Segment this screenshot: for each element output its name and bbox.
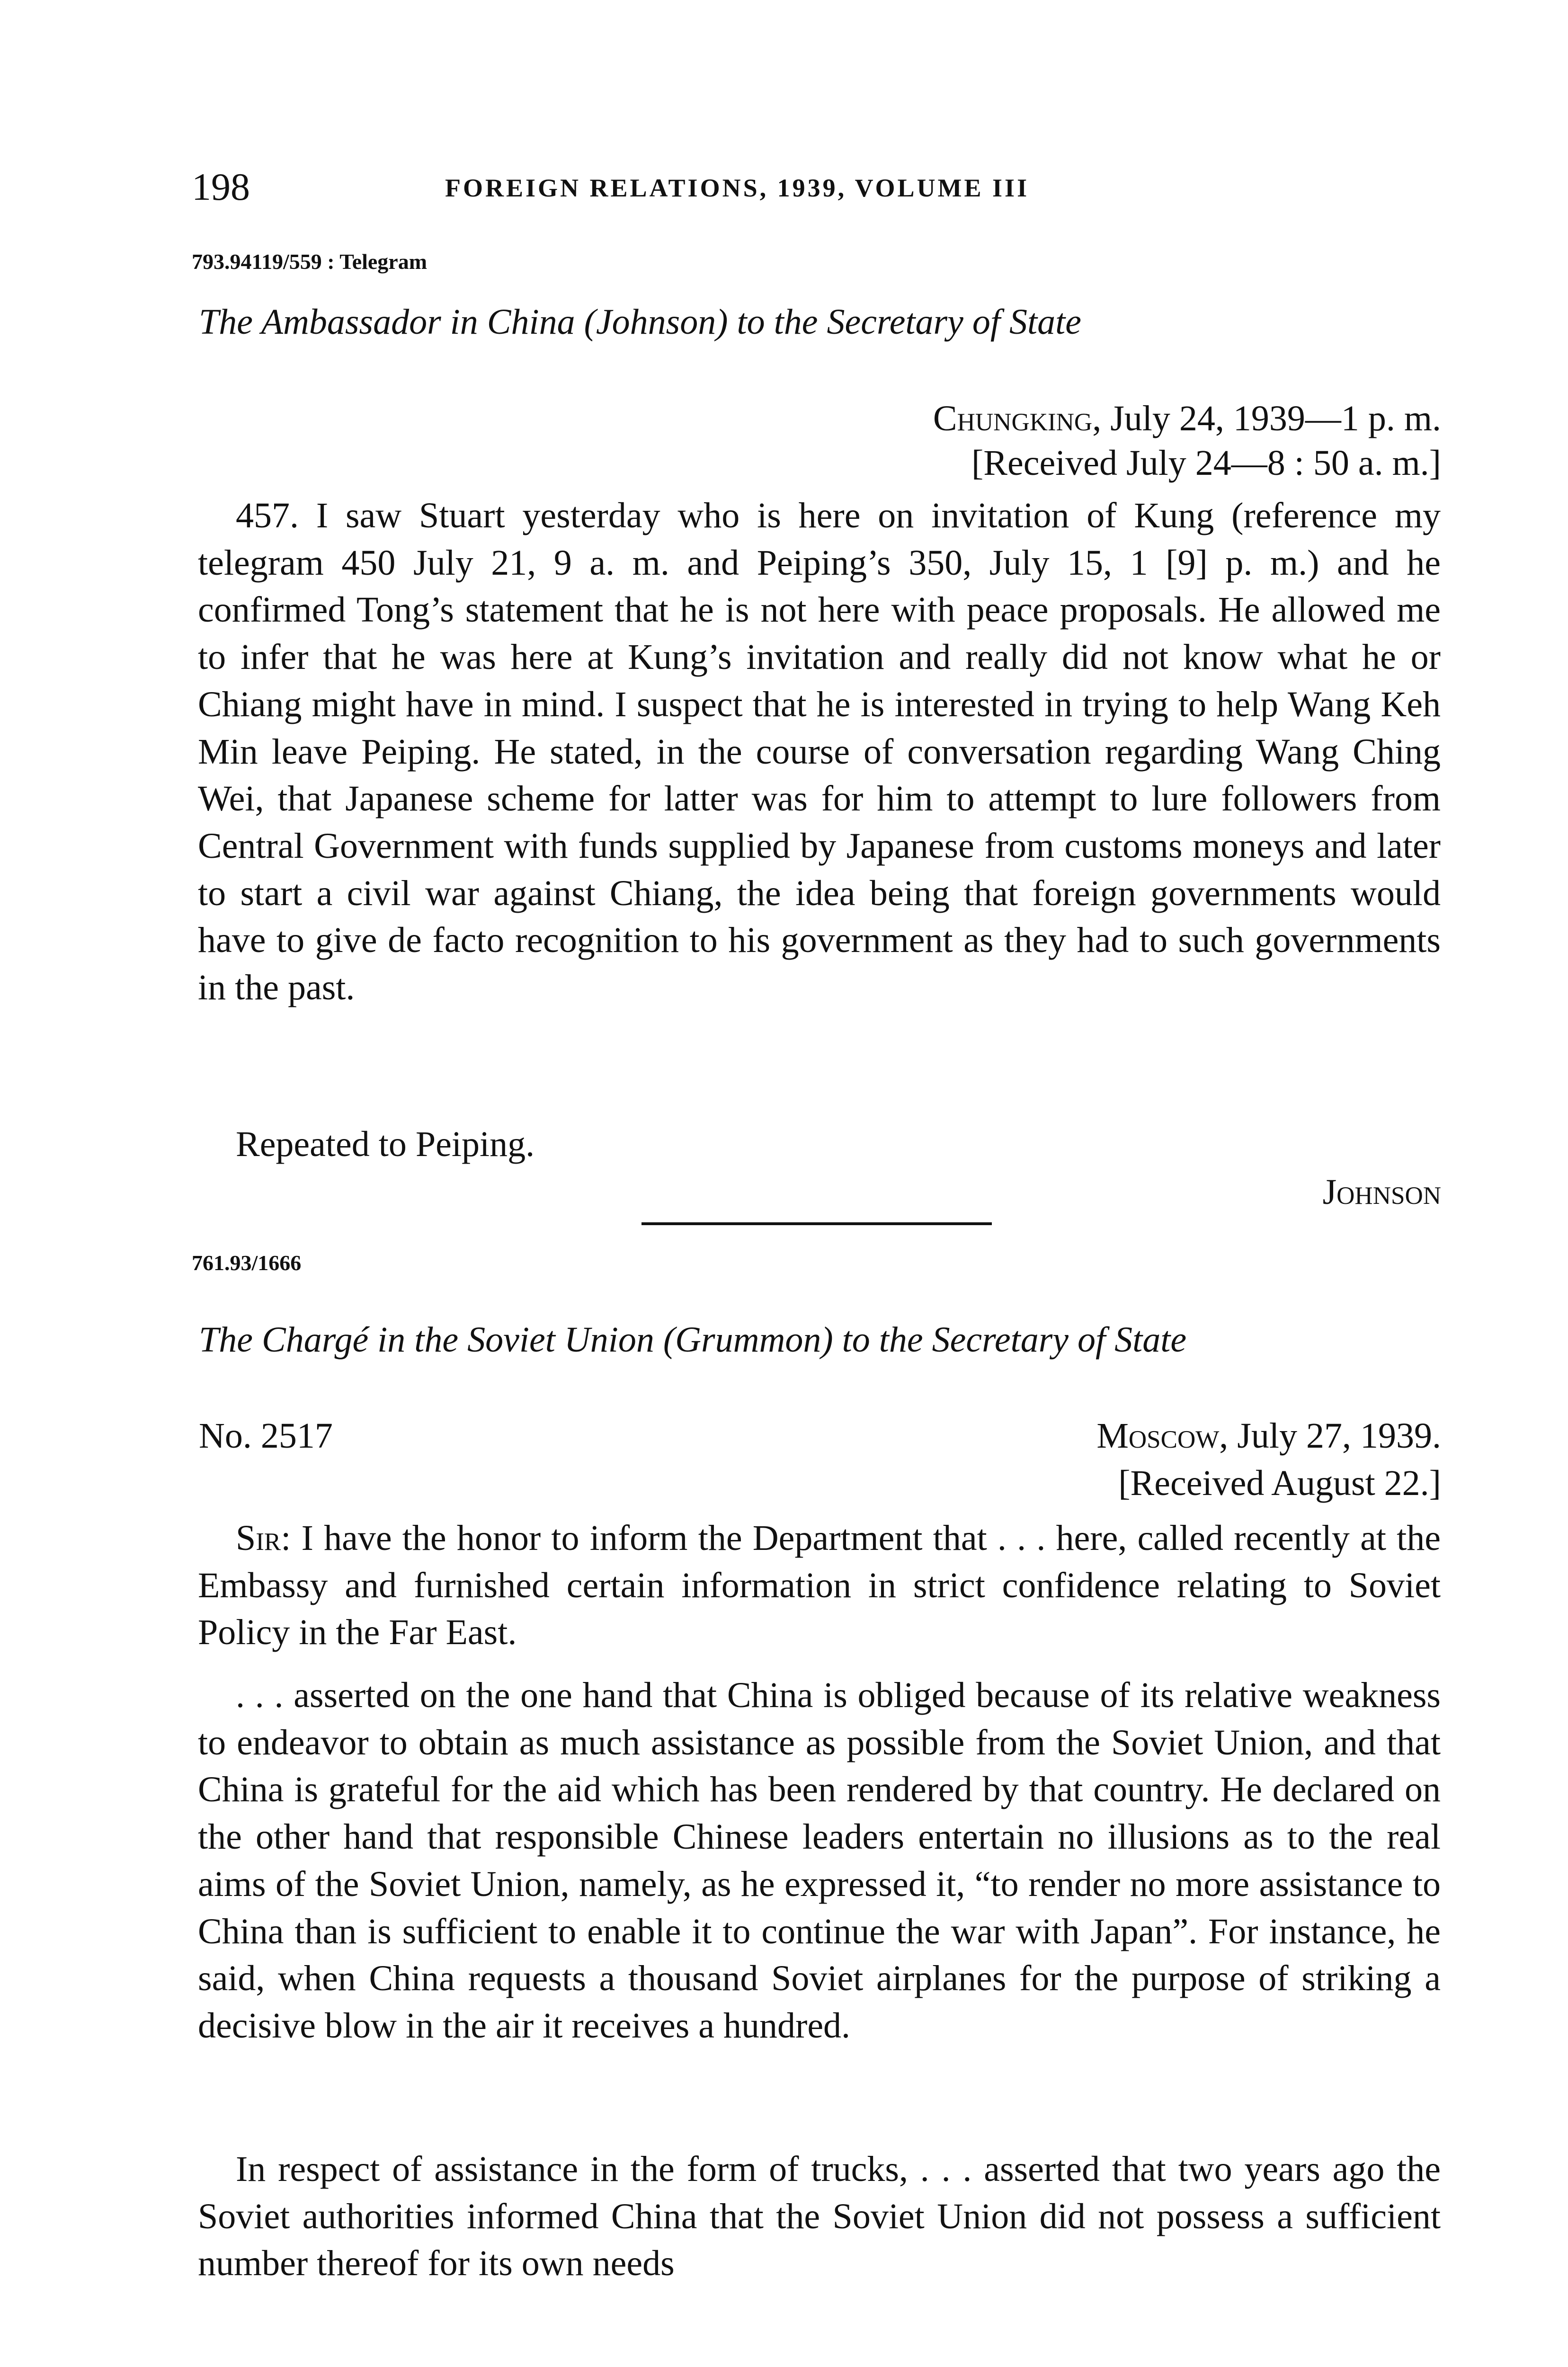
salutation: Sir [236,1518,281,1558]
document-title: The Ambassador in China (Johnson) to the Secretary of State [199,302,1081,342]
received-note: [Received July 24—8 : 50 a. m.] [971,443,1441,483]
paragraph-text: : I have the honor to inform the Department that . . . here, called recently at the Embassy and furnished certain information in strict confidence relating to Soviet Policy in the Far East. [198,1518,1441,1653]
signature: Johnson [1322,1172,1441,1212]
dateline-date: , July 27, 1939. [1219,1416,1441,1456]
letter-paragraph: . . . asserted on the one hand that China is obliged because of its relative weakness to endeavor to obtain as much assistance as possible from the Soviet Union, and that China is grateful for the aid which has been rendered by that country. He declared on the other hand that responsible Chinese leaders entertain no illusions as to the real aims of the Soviet Union, namely, as he expressed it, “to render no more assistance to China than is sufficient to enable it to continue the war with Japan”. For instance, he said, when China requests a thousand Soviet airplanes for the purpose of striking a decisive blow in the air it receives a hundred. [198,1675,1441,2046]
dateline [933,396,1441,441]
dateline-place: Chungking [933,399,1093,438]
letter-paragraph: In respect of assistance in the form of trucks, . . . asserted that two years ago the Soviet authorities informed China that the Soviet Union did not possess a sufficient number thereof for its own needs [198,2149,1441,2284]
page-number: 198 [192,165,250,208]
section-divider [641,1222,992,1225]
repeat-note: Repeated to Peiping. [236,1124,535,1164]
file-reference: 793.94119/559 : Telegram [192,249,428,274]
letter-paragraph [198,1515,1441,1656]
page-header [192,166,1442,208]
running-title: FOREIGN RELATIONS, 1939, VOLUME III [445,174,1030,202]
document-title: The Chargé in the Soviet Union (Grummon) to the Secretary of State [199,1320,1187,1360]
despatch-number: No. 2517 [199,1416,333,1456]
telegram-body: 457. I saw Stuart yesterday who is here on invitation of Kung (reference my telegram 450 July 21, 9 a. m. and Peiping’s 350, July 15, 1 [9] p. m.) and he confirmed Tong’s statement that he is not here with peace proposals. He allowed me to infer that he was here at Kung’s invitation and really did not know what he or Chiang might have in mind. I suspect that he is interested in trying to help Wang Keh Min leave Peiping. He stated, in the course of conversation regarding Wang Ching Wei, that Japanese scheme for latter was for him to attempt to lure followers from Central Government with funds supplied by Japanese from customs moneys and later to start a civil war against Chiang, the idea being that foreign governments would have to give de facto recognition to his government as they had to such governments in the past. [198,496,1441,1008]
dateline-date: , July 24, 1939—1 p. m. [1092,399,1441,438]
file-reference: 761.93/1666 [192,1251,302,1275]
dateline [1096,1413,1441,1459]
received-note: [Received August 22.] [1118,1463,1441,1503]
dateline-place: Moscow [1096,1416,1220,1456]
